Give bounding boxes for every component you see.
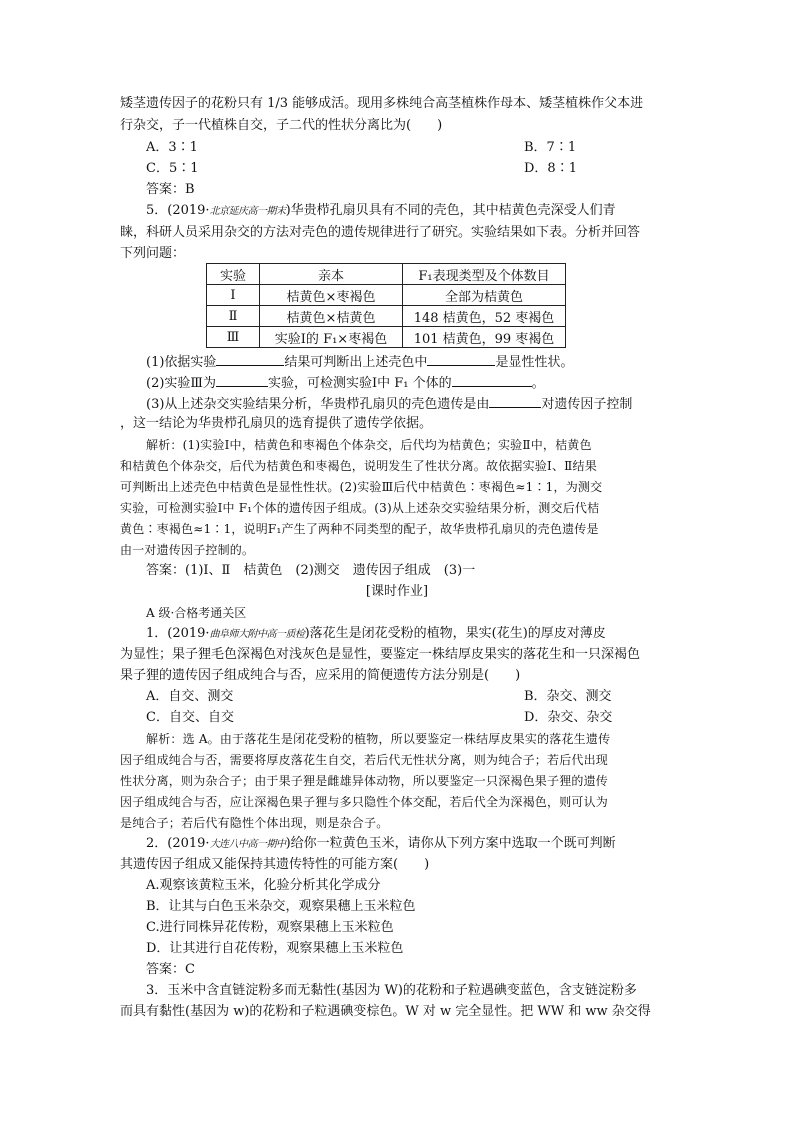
option-a: A.观察该黄粒玉米，化验分析其化学成分	[146, 878, 381, 893]
option-a: A．自交、测交	[146, 689, 234, 704]
explanation-line: 解析：(1)实验Ⅰ中，桔黄色和枣褐色个体杂交，后代均为桔黄色；实验Ⅱ中，桔黄色	[146, 438, 592, 452]
table-cell: 148 桔黄色，52 枣褐色	[403, 306, 566, 327]
text-line: 其遗传因子组成又能保持其遗传特性的可能方案( )	[120, 857, 430, 872]
table-cell: 全部为桔黄色	[403, 285, 566, 306]
question-source: 曲阜师大附中高一质检	[209, 629, 305, 640]
answer-blank	[489, 394, 541, 408]
explanation-line: 性状分离，则为杂合子；由于果子狸是雌雄异体动物，所以要鉴定一只深褐色果子狸的遗传	[120, 774, 609, 788]
text-line: 而具有黏性(基因为 w)的花粉和子粒遇碘变棕色。W 对 w 完全显性。把 WW 和 ww 杂交得	[120, 1004, 651, 1019]
option-b: B．杂交、测交	[524, 689, 612, 704]
question-number: 5．(2019·	[146, 203, 210, 218]
explanation-line: 由一对遗传因子控制的。	[120, 543, 255, 557]
option-b: B．让其与白色玉米杂交，观察果穗上玉米粒色	[146, 899, 416, 914]
explanation-line: 因子组成纯合与否，应让深褐色果子狸与多只隐性个体交配，若后代全为深褐色，则可认为	[120, 795, 609, 809]
option-c: C．自交、自交	[146, 710, 234, 725]
question-number: 2．(2019·	[146, 836, 210, 851]
table-header: 亲本	[260, 264, 403, 285]
text-line: 为显性；果子狸毛色深褐色对浅灰色是显性，要鉴定一株结厚皮果实的落花生和一只深褐色	[120, 647, 641, 662]
answer-blank	[216, 352, 284, 366]
q5-stem-text: )华贵栉孔扇贝具有不同的壳色，其中桔黄色壳深受人们青	[285, 203, 616, 218]
answer-line: 答案：(1)Ⅰ、Ⅱ 桔黄色 (2)测交 遗传因子组成 (3)一	[146, 563, 476, 578]
q1-stem-line	[146, 625, 706, 644]
explanation-line: 黄色∶枣褐色≈1∶1，说明F₁产生了两种不同类型的配子，故华贵栉孔扇贝的壳色遗传是	[120, 522, 599, 536]
option-d: D．杂交、杂交	[524, 710, 613, 725]
text-line: 矮茎遗传因子的花粉只有 1/3 能够成活。现用多株纯合高茎植株作母本、矮茎植株作父本进	[120, 96, 644, 111]
option-b: B．7∶1	[524, 140, 577, 155]
table-cell: 实验Ⅰ的 F₁×枣褐色	[260, 327, 403, 348]
table-cell: 101 桔黄色，99 枣褐色	[403, 327, 566, 348]
table-cell: Ⅲ	[207, 327, 260, 348]
sub-question-1: (1)依据实验 结果可判断出上述壳色中 是显性性状。	[146, 352, 706, 372]
question-source: 北京延庆高一期末	[209, 206, 286, 217]
explanation-line: 实验，可检测实验Ⅰ中 F₁个体的遗传因子组成。(3)从上述杂交实验结果分析，测交后代桔	[120, 501, 600, 515]
table-header-row	[207, 264, 566, 285]
table-cell: Ⅰ	[207, 285, 260, 306]
table-header: F₁表现类型及个体数目	[403, 264, 566, 285]
table-row	[207, 285, 566, 306]
answer-blank	[452, 373, 532, 387]
table-cell: 桔黄色×桔黄色	[260, 306, 403, 327]
q2-stem-text: )给你一粒黄色玉米，请你从下列方案中选取一个既可判断	[285, 836, 616, 851]
option-c: C．5∶1	[146, 161, 199, 176]
q1-stem-text: )落花生是闭花受粉的植物，果实(花生)的厚皮对薄皮	[304, 626, 606, 641]
explanation-line: 解析：选 A。由于落花生是闭花受粉的植物，所以要鉴定一株结厚皮果实的落花生遗传	[146, 732, 611, 746]
q5-stem-line	[146, 202, 706, 221]
option-d: D．让其进行自花传粉，观察果穗上玉米粒色	[146, 941, 404, 956]
table-header: 实验	[207, 264, 260, 285]
explanation-line: 是纯合子；若后代有隐性个体出现，则是杂合子。	[120, 816, 389, 830]
experiment-table	[206, 263, 566, 348]
table-cell: Ⅱ	[207, 306, 260, 327]
table-row	[207, 306, 566, 327]
option-a: A．3∶1	[146, 140, 198, 155]
answer-line: 答案：C	[146, 962, 195, 977]
explanation-line: 可判断出上述壳色中桔黄色是显性性状。(2)实验Ⅲ后代中桔黄色∶枣褐色≈1∶1，为测交	[120, 480, 603, 494]
q2-stem-line	[146, 835, 706, 854]
text-line: 行杂交，子一代植株自交，子二代的性状分离比为( )	[120, 118, 443, 133]
q3-stem-line: 3．玉米中含直链淀粉多而无黏性(基因为 W)的花粉和子粒遇碘变蓝色，含支链淀粉多	[146, 983, 637, 998]
explanation-line: 和桔黄色个体杂交，后代为桔黄色和枣褐色，说明发生了性状分离。故依据实验Ⅰ、Ⅱ结果	[120, 459, 597, 473]
section-title: [课时作业]	[365, 584, 429, 599]
sub-question-3: (3)从上述杂交实验结果分析，华贵栉孔扇贝的壳色遗传是由 对遗传因子控制	[146, 394, 706, 414]
question-number: 1．(2019·	[146, 626, 210, 641]
sub-question-2: (2)实验Ⅲ为 实验，可检测实验Ⅰ中 F₁ 个体的 。	[146, 373, 706, 393]
table-cell: 桔黄色×枣褐色	[260, 285, 403, 306]
answer-blank	[427, 352, 495, 366]
text-line: ，这一结论为华贵栉孔扇贝的选育提供了遗传学依据。	[120, 416, 433, 431]
section-level: A 级·合格考通关区	[146, 606, 247, 620]
question-source: 大连八中高一期中	[209, 839, 286, 850]
answer-line: 答案：B	[146, 182, 195, 197]
text-line: 下列问题：	[120, 246, 186, 261]
option-d: D．8∶1	[524, 161, 577, 176]
text-line: 果子狸的遗传因子组成纯合与否，应采用的简便遗传方法分别是( )	[120, 668, 521, 683]
option-c: C.进行同株异花传粉，观察果穗上玉米粒色	[146, 920, 394, 935]
explanation-line: 因子组成纯合与否，需要将厚皮落花生自交，若后代无性状分离，则为纯合子；若后代出现	[120, 753, 609, 767]
table-row	[207, 327, 566, 348]
text-line: 睐，科研人员采用杂交的方法对壳色的遗传规律进行了研究。实验结果如下表。分析并回答	[120, 225, 641, 240]
answer-blank	[216, 373, 268, 387]
